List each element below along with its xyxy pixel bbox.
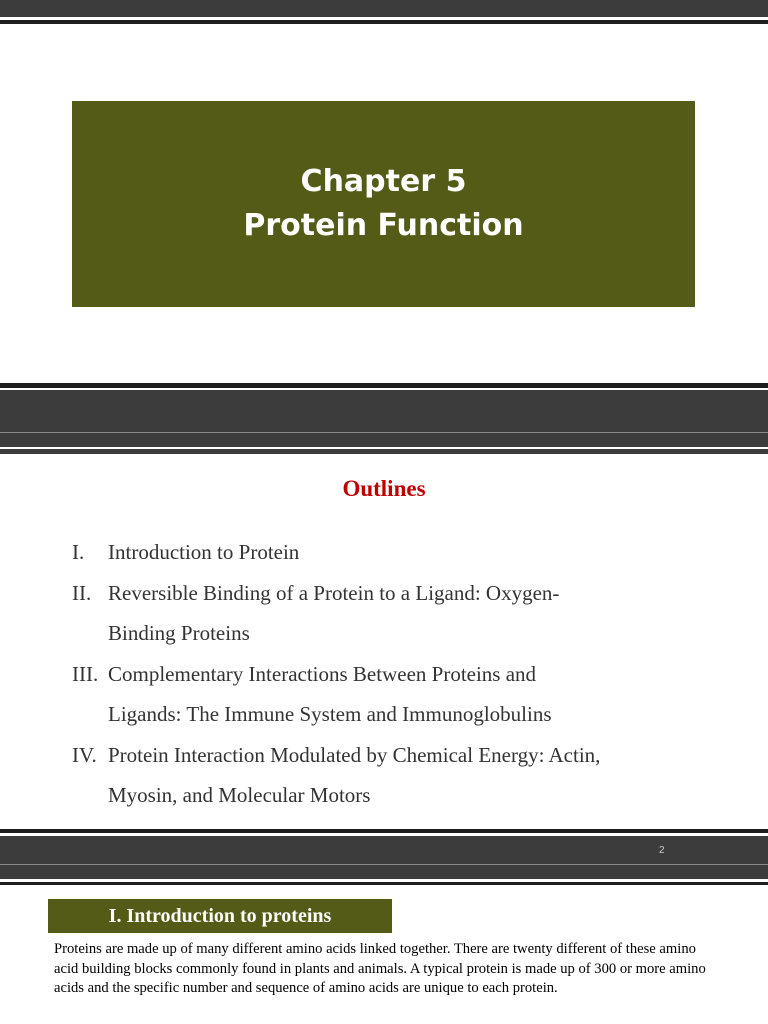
outline-item-text: Introduction to Protein bbox=[108, 540, 300, 564]
intro-paragraph: Proteins are made up of many different amino acids linked together. There are twenty different of these amino acid building blocks commonly found in plants and animals. A typical protein is made up of 300 or more amino acids and the specific number and sequence of amino acids are unique to each protein. bbox=[54, 941, 706, 996]
separator-gap bbox=[0, 447, 768, 449]
outline-item-text: Reversible Binding of a Protein to a Ligand: Oxygen-Binding Proteins bbox=[108, 580, 560, 645]
outline-item-number: I. bbox=[72, 540, 85, 564]
outline-list bbox=[72, 532, 712, 816]
slide-separator-rule bbox=[0, 383, 768, 388]
top-band bbox=[0, 0, 768, 17]
separator-highlight bbox=[0, 864, 768, 865]
chapter-title: Protein Function bbox=[243, 208, 524, 243]
outline-item-number: II. bbox=[72, 580, 92, 605]
outline-item-number: IV. bbox=[72, 742, 97, 767]
outline-item bbox=[72, 573, 712, 654]
section-title-box bbox=[48, 899, 392, 933]
outline-item bbox=[72, 654, 712, 735]
outline-item-text: Protein Interaction Modulated by Chemical Energy: Actin, Myosin, and Molecular Motors bbox=[108, 742, 601, 807]
slide-page-number: 2 bbox=[659, 845, 665, 856]
top-rule bbox=[0, 20, 768, 24]
slide-separator-band bbox=[0, 390, 768, 454]
section-title: I. Introduction to proteins bbox=[108, 904, 332, 927]
slide-separator-band bbox=[0, 836, 768, 879]
outline-item bbox=[72, 532, 712, 573]
slide-separator-rule bbox=[0, 829, 768, 833]
slide-separator-rule bbox=[0, 882, 768, 885]
outline-item-number: III. bbox=[72, 661, 99, 686]
outline-item bbox=[72, 735, 712, 816]
chapter-number: Chapter 5 bbox=[300, 164, 467, 199]
outline-item-text: Complementary Interactions Between Proteins and Ligands: The Immune System and Immunoglobulins bbox=[108, 661, 552, 726]
separator-highlight bbox=[0, 432, 768, 433]
outline-heading: Outlines bbox=[342, 476, 426, 501]
chapter-title-box bbox=[72, 101, 695, 307]
